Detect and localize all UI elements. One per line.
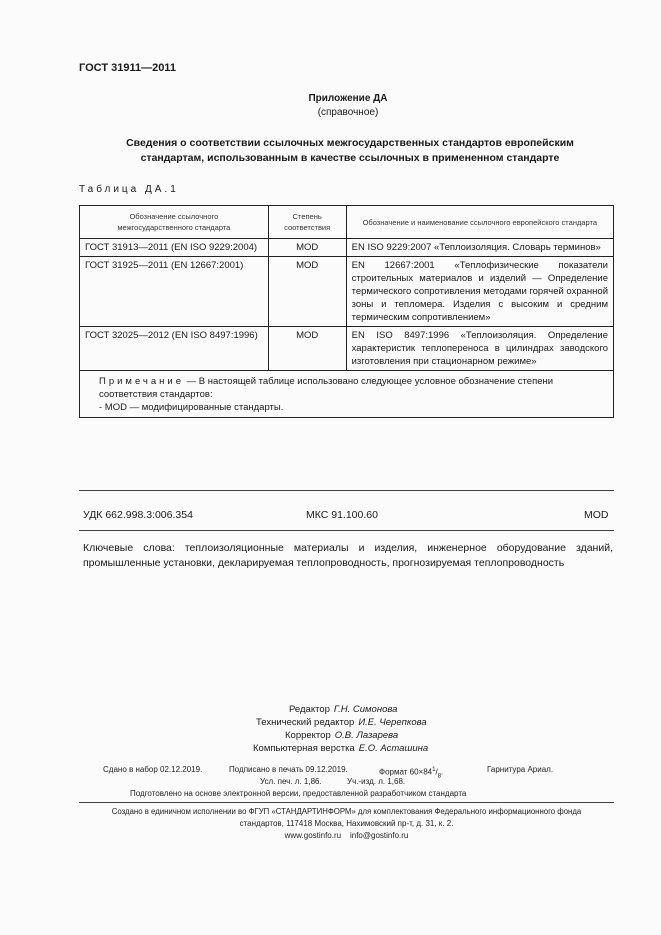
table-row bbox=[80, 239, 614, 257]
appendix-subtitle: (справочное) bbox=[317, 107, 379, 118]
note-label: Примечание bbox=[99, 376, 184, 387]
table-header-row bbox=[80, 206, 614, 239]
bottom-divider bbox=[79, 802, 614, 803]
section-title bbox=[90, 136, 610, 166]
document-code: ГОСТ 31911—2011 bbox=[79, 62, 176, 74]
appendix-title: Приложение ДА bbox=[308, 93, 388, 104]
header-degree: Степень соответствия bbox=[268, 206, 346, 239]
staff-name: Е.О. Асташина bbox=[358, 743, 429, 754]
footer-line-1: Создано в единичном исполнении во ФГУП «СТАНДАРТИНФОРМ» для комплектования Федерального информационного фонда bbox=[111, 807, 582, 816]
table-row bbox=[80, 327, 614, 371]
table-row bbox=[80, 257, 614, 327]
table-note bbox=[80, 371, 614, 418]
print-format: Формат $60\times 84^1/_8$. bbox=[379, 767, 444, 780]
print-format-label: Формат 60×84 bbox=[379, 767, 433, 777]
correspondence-table bbox=[79, 205, 614, 418]
european-standard-cell: EN ISO 8497:1996 «Теплоизоляция. Определение характеристик теплопереноса в цилиндрах заводского изготовления при стационарном режиме» bbox=[346, 327, 613, 371]
european-standard-cell: EN 12667:2001 «Теплофизические показатели строительных материалов и изделий — Определение термического сопротивления методами горячей охранной зоны и тепломера. Изделия с высоким и средним термическим сопротивлением» bbox=[346, 257, 613, 327]
staff-role: Компьютерная верстка bbox=[253, 743, 355, 754]
keywords: Ключевые слова: теплоизоляционные материалы и изделия, инженерное оборудование зданий, промышленные установки, декларируемая теплопроводность, прогнозируемая теплопроводность bbox=[83, 542, 613, 569]
staff-name: И.Е. Черепкова bbox=[358, 717, 427, 728]
footer-email-link[interactable]: info@gostinfo.ru bbox=[349, 831, 409, 840]
staff-name: О.В. Лазарева bbox=[334, 730, 399, 741]
footer-website-link[interactable]: www.gostinfo.ru bbox=[284, 831, 342, 840]
degree-cell: MOD bbox=[268, 239, 346, 257]
section-title-line-1: Сведения о соответствии ссылочных межгосударственных стандартов европейским bbox=[126, 137, 574, 149]
print-typeface: Гарнитура Ариал. bbox=[487, 765, 554, 774]
publisher-footer bbox=[79, 806, 614, 842]
degree-cell: MOD bbox=[268, 327, 346, 371]
staff-role: Технический редактор bbox=[256, 717, 355, 728]
middle-divider bbox=[79, 530, 614, 531]
print-format-denominator: 8 bbox=[437, 773, 442, 780]
staff-role: Редактор bbox=[289, 704, 330, 715]
staff-tech-editor bbox=[256, 716, 427, 729]
section-title-line-2: стандартам, использованным в качестве ссылочных в примененном стандарте bbox=[140, 152, 560, 164]
staff-name: Г.Н. Симонова bbox=[333, 704, 398, 715]
top-divider bbox=[79, 490, 614, 491]
print-sheets: Усл. печ. л. 1,86. bbox=[260, 777, 322, 786]
print-format-numerator: 1 bbox=[432, 767, 436, 773]
note-item: - MOD — модифицированные стандарты. bbox=[99, 402, 284, 413]
table-note-row bbox=[80, 371, 614, 418]
udk-code: УДК 662.998.3:006.354 bbox=[83, 509, 193, 521]
staff-role: Корректор bbox=[285, 730, 331, 741]
staff-editor bbox=[289, 703, 397, 716]
staff-corrector bbox=[285, 729, 398, 742]
print-submitted: Сдано в набор 02.12.2019. bbox=[103, 765, 203, 774]
ref-standard-cell: ГОСТ 32025—2012 (EN ISO 8497:1996) bbox=[80, 327, 269, 371]
mks-code: МКС 91.100.60 bbox=[306, 509, 378, 521]
appendix-heading bbox=[0, 92, 661, 120]
degree-cell: MOD bbox=[268, 257, 346, 327]
print-edition: Уч.-изд. л. 1,68. bbox=[347, 777, 406, 786]
header-ref-standard: Обозначение ссылочного межгосударственного стандарта bbox=[80, 206, 269, 239]
note-text: — В настоящей таблице использовано следующее условное обозначение степени соответствия стандартов: bbox=[99, 376, 554, 400]
european-standard-cell: EN ISO 9229:2007 «Теплоизоляция. Словарь терминов» bbox=[346, 239, 613, 257]
footer-contacts bbox=[79, 830, 614, 842]
print-prepared: Подготовлено на основе электронной версии, предоставленной разработчиком стандарта bbox=[130, 789, 467, 798]
ref-standard-cell: ГОСТ 31925—2011 (EN 12667:2001) bbox=[80, 257, 269, 327]
mod-label: MOD bbox=[584, 509, 609, 521]
header-european-standard: Обозначение и наименование ссылочного европейского стандарта bbox=[346, 206, 613, 239]
footer-line-2: стандартов, 117418 Москва, Нахимовский пр-т, д. 31, к. 2. bbox=[239, 819, 454, 828]
staff-layout bbox=[253, 742, 428, 755]
table-caption: Таблица ДА.1 bbox=[79, 184, 179, 195]
ref-standard-cell: ГОСТ 31913—2011 (EN ISO 9229:2004) bbox=[80, 239, 269, 257]
print-signed: Подписано в печать 09.12.2019. bbox=[229, 765, 348, 774]
